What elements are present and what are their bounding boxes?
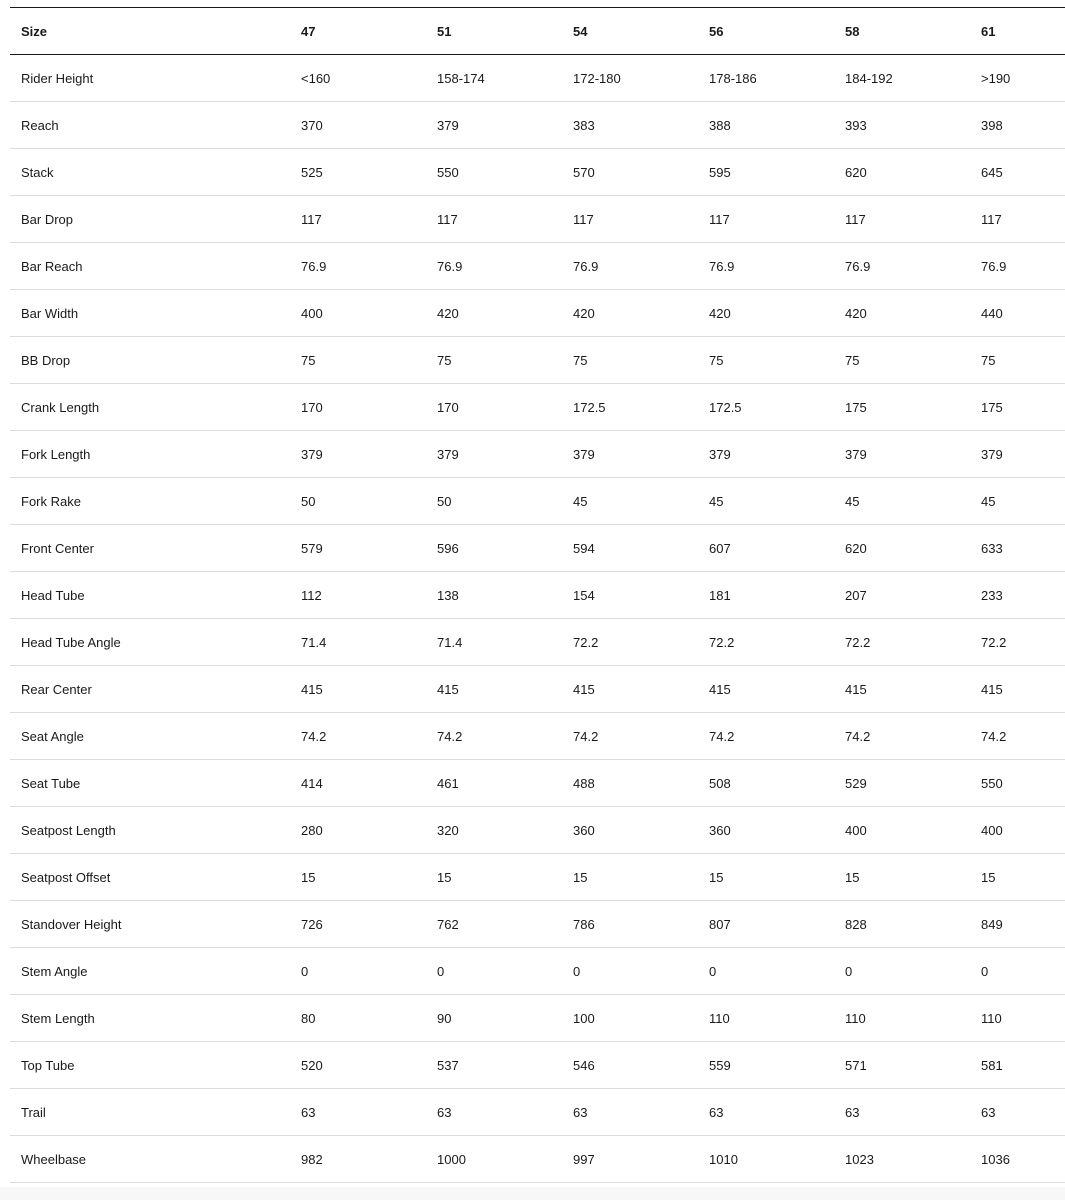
row-label: Reach [21,117,59,133]
table-cell: 72.2 [573,634,599,650]
table-cell: 398 [981,117,1003,133]
table-cell: 379 [709,446,731,462]
table-cell: 320 [437,822,459,838]
table-cell: 596 [437,540,459,556]
header-size-47: 47 [301,23,316,39]
table-cell: 63 [301,1104,316,1120]
table-cell: 207 [845,587,867,603]
table-cell: 175 [981,399,1003,415]
table-cell: 74.2 [709,728,735,744]
table-row [10,713,1065,760]
table-cell: 184-192 [845,70,893,86]
row-label: Front Center [21,540,94,556]
table-cell: 620 [845,540,867,556]
row-label: Stack [21,164,54,180]
table-cell: 620 [845,164,867,180]
row-label: Wheelbase [21,1151,87,1167]
header-size: Size [21,23,48,39]
footer-strip [0,1187,1065,1200]
table-cell: 0 [981,963,989,979]
table-cell: 360 [573,822,595,838]
table-cell: 488 [573,775,595,791]
table-row [10,666,1065,713]
table-cell: 76.9 [573,258,599,274]
table-row [10,948,1065,995]
header-size-58: 58 [845,23,860,39]
table-cell: 172-180 [573,70,621,86]
table-row [10,901,1065,948]
row-label: Crank Length [21,399,100,415]
table-cell: 400 [981,822,1003,838]
table-cell: 379 [437,117,459,133]
table-cell: 80 [301,1010,316,1026]
table-cell: 75 [709,352,724,368]
table-cell: 579 [301,540,323,556]
table-cell: 529 [845,775,867,791]
table-cell: 181 [709,587,731,603]
table-cell: 117 [301,211,322,227]
table-cell: 76.9 [845,258,871,274]
table-cell: 280 [301,822,323,838]
table-cell: 0 [845,963,853,979]
table-cell: 1023 [845,1151,874,1167]
table-cell: 415 [709,681,731,697]
table-row [10,102,1065,149]
table-cell: 420 [573,305,595,321]
table-cell: 982 [301,1151,323,1167]
table-cell: 75 [301,352,316,368]
table-row [10,1089,1065,1136]
table-cell: 72.2 [709,634,735,650]
table-cell: 154 [573,587,595,603]
table-row [10,854,1065,901]
table-cell: 415 [845,681,867,697]
table-cell: 63 [981,1104,996,1120]
table-cell: 0 [709,963,717,979]
table-cell: 546 [573,1057,595,1073]
table-cell: 90 [437,1010,452,1026]
header-size-54: 54 [573,23,588,39]
table-row [10,619,1065,666]
table-cell: 0 [437,963,445,979]
table-cell: 595 [709,164,731,180]
table-cell: 75 [573,352,588,368]
row-label: Top Tube [21,1057,75,1073]
table-cell: 74.2 [301,728,327,744]
header-size-51: 51 [437,23,452,39]
table-cell: 726 [301,916,323,932]
table-cell: 440 [981,305,1003,321]
table-cell: 400 [301,305,323,321]
table-cell: 15 [437,869,452,885]
row-label: Fork Rake [21,493,81,509]
table-cell: 45 [573,493,588,509]
table-row [10,55,1065,102]
table-row [10,290,1065,337]
table-cell: 415 [981,681,1003,697]
table-cell: 15 [845,869,860,885]
table-cell: 63 [437,1104,452,1120]
table-cell: 172.5 [709,399,742,415]
table-cell: 112 [301,587,322,603]
table-cell: 74.2 [845,728,871,744]
header-row [10,8,1065,55]
table-body [10,55,1065,1183]
table-cell: 15 [709,869,724,885]
table-cell: 370 [301,117,323,133]
table-cell: 50 [437,493,452,509]
table-cell: 828 [845,916,867,932]
table-cell: 76.9 [301,258,327,274]
table-cell: 420 [437,305,459,321]
table-cell: 400 [845,822,867,838]
table-row [10,572,1065,619]
table-cell: 110 [845,1010,866,1026]
table-cell: 170 [301,399,323,415]
table-cell: 607 [709,540,731,556]
row-label: Rear Center [21,681,92,697]
table-cell: 786 [573,916,595,932]
header-size-56: 56 [709,23,724,39]
row-label: Seat Angle [21,728,84,744]
table-cell: 550 [437,164,459,180]
table-cell: 15 [301,869,316,885]
table-cell: 74.2 [573,728,599,744]
header-size-61: 61 [981,23,996,39]
table-cell: 117 [981,211,1002,227]
table-cell: 1010 [709,1151,738,1167]
table-cell: 45 [845,493,860,509]
table-cell: 537 [437,1057,459,1073]
table-cell: 645 [981,164,1003,180]
table-cell: 50 [301,493,316,509]
table-cell: 110 [981,1010,1002,1026]
table-cell: 379 [845,446,867,462]
table-cell: 75 [981,352,996,368]
table-cell: 117 [845,211,866,227]
row-label: Seatpost Offset [21,869,111,885]
table-cell: 75 [845,352,860,368]
table-cell: 997 [573,1151,595,1167]
table-cell: 178-186 [709,70,757,86]
table-cell: 420 [709,305,731,321]
table-cell: 420 [845,305,867,321]
table-row [10,760,1065,807]
table-cell: 117 [573,211,594,227]
table-cell: 63 [845,1104,860,1120]
table-row [10,995,1065,1042]
table-cell: 74.2 [981,728,1007,744]
table-cell: 379 [981,446,1003,462]
table-cell: 571 [845,1057,867,1073]
table-cell: 175 [845,399,867,415]
table-row [10,384,1065,431]
table-cell: 1000 [437,1151,466,1167]
table-cell: 379 [301,446,323,462]
table-cell: 415 [573,681,595,697]
table-cell: 71.4 [301,634,327,650]
table-cell: 594 [573,540,595,556]
row-label: Stem Length [21,1010,95,1026]
table-cell: 0 [573,963,581,979]
table-cell: 170 [437,399,459,415]
table-cell: 76.9 [981,258,1007,274]
table-row [10,337,1065,384]
table-row [10,525,1065,572]
table-cell: 110 [709,1010,730,1026]
table-cell: 72.2 [981,634,1007,650]
table-cell: 117 [437,211,458,227]
table-cell: 100 [573,1010,595,1026]
table-row [10,478,1065,525]
table-row [10,1136,1065,1183]
table-cell: >190 [981,70,1011,86]
table-cell: 379 [573,446,595,462]
row-label: Head Tube Angle [21,634,121,650]
table-cell: 520 [301,1057,323,1073]
table-cell: 559 [709,1057,731,1073]
table-cell: 15 [981,869,996,885]
table-cell: 508 [709,775,731,791]
table-cell: 1036 [981,1151,1010,1167]
geometry-table [10,7,1065,1183]
table-cell: 0 [301,963,309,979]
table-cell: 414 [301,775,323,791]
table-cell: 461 [437,775,459,791]
table-row [10,196,1065,243]
table-cell: 415 [437,681,459,697]
row-label: Seat Tube [21,775,81,791]
table-cell: <160 [301,70,331,86]
row-label: Fork Length [21,446,91,462]
table-cell: 72.2 [845,634,871,650]
table-cell: 360 [709,822,731,838]
row-label: Rider Height [21,70,94,86]
table-cell: 633 [981,540,1003,556]
row-label: Trail [21,1104,46,1120]
table-cell: 63 [573,1104,588,1120]
table-cell: 138 [437,587,459,603]
table-cell: 45 [981,493,996,509]
table-cell: 570 [573,164,595,180]
table-cell: 849 [981,916,1003,932]
table-cell: 807 [709,916,731,932]
table-cell: 383 [573,117,595,133]
table-cell: 415 [301,681,323,697]
table-cell: 71.4 [437,634,463,650]
row-label: Standover Height [21,916,122,932]
row-label: Bar Drop [21,211,74,227]
row-label: Stem Angle [21,963,88,979]
table-cell: 158-174 [437,70,485,86]
table-row [10,149,1065,196]
row-label: BB Drop [21,352,71,368]
table-row [10,1042,1065,1089]
table-cell: 762 [437,916,459,932]
table-cell: 74.2 [437,728,463,744]
table-cell: 76.9 [709,258,735,274]
table-cell: 233 [981,587,1003,603]
row-label: Head Tube [21,587,85,603]
table-cell: 388 [709,117,731,133]
table-cell: 117 [709,211,730,227]
table-cell: 15 [573,869,588,885]
table-row [10,807,1065,854]
table-cell: 581 [981,1057,1003,1073]
row-label: Bar Width [21,305,79,321]
table-cell: 76.9 [437,258,463,274]
table-cell: 75 [437,352,452,368]
table-cell: 550 [981,775,1003,791]
table-cell: 63 [709,1104,724,1120]
table-header [10,8,1065,55]
geometry-table-container [10,7,1065,1183]
table-cell: 45 [709,493,724,509]
table-row [10,243,1065,290]
table-cell: 525 [301,164,323,180]
table-cell: 379 [437,446,459,462]
row-label: Seatpost Length [21,822,116,838]
table-cell: 393 [845,117,867,133]
row-label: Bar Reach [21,258,83,274]
table-row [10,431,1065,478]
table-cell: 172.5 [573,399,606,415]
